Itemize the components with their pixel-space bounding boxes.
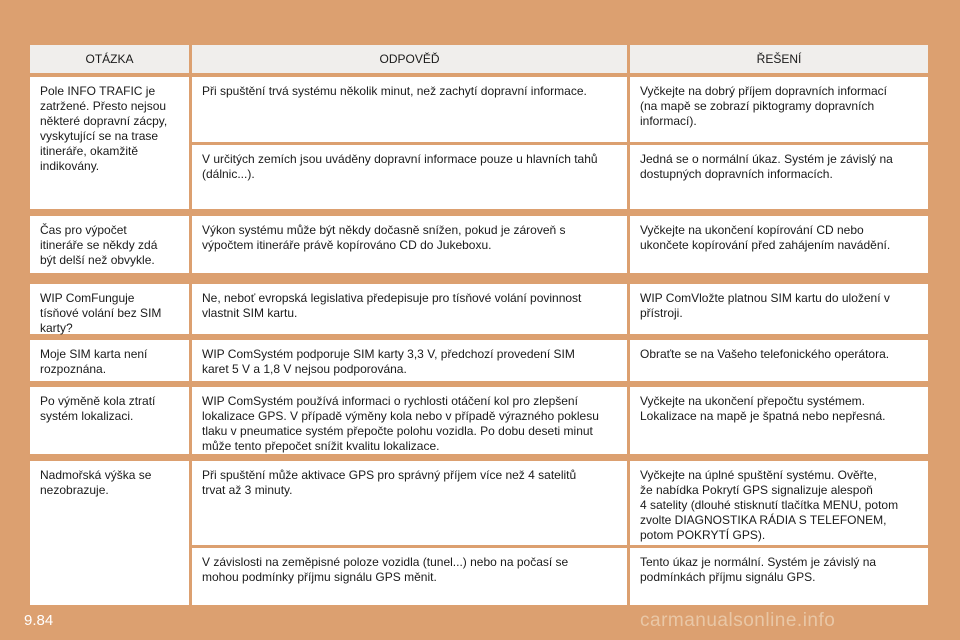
question-cell: Čas pro výpočet itineráře se někdy zdá být delší než obvykle. bbox=[30, 216, 189, 273]
question-cell: Nadmořská výška se nezobrazuje. bbox=[30, 461, 189, 605]
solution-cell: Vyčkejte na ukončení kopírování CD nebo ukončete kopírování před zahájením navádění. bbox=[630, 216, 928, 273]
answer-cell: Ne, neboť evropská legislativa předepisuje pro tísňové volání povinnost vlastnit SIM kartu. bbox=[192, 284, 627, 334]
page-number: 9.84 bbox=[24, 612, 54, 629]
solution-cell: Vyčkejte na ukončení přepočtu systémem. Lokalizace na mapě je špatná nebo nepřesná. bbox=[630, 387, 928, 454]
header-answer: ODPOVĚĎ bbox=[192, 45, 627, 73]
solution-cell: Vyčkejte na dobrý příjem dopravních informací (na mapě se zobrazí piktogramy dopravních informací). bbox=[630, 77, 928, 142]
watermark: carmanualsonline.info bbox=[640, 610, 836, 631]
question-cell: WIP ComFunguje tísňové volání bez SIM karty? bbox=[30, 284, 189, 334]
question-cell: Moje SIM karta není rozpoznána. bbox=[30, 340, 189, 381]
answer-cell: Při spuštění může aktivace GPS pro správný příjem více než 4 satelitů trvat až 3 minuty. bbox=[192, 461, 627, 545]
solution-cell: Jedná se o normální úkaz. Systém je závislý na dostupných dopravních informacích. bbox=[630, 145, 928, 209]
answer-cell: V závislosti na zeměpisné poloze vozidla (tunel...) nebo na počasí se mohou podmínky příjmu signálu GPS měnit. bbox=[192, 548, 627, 605]
header-question: OTÁZKA bbox=[30, 45, 189, 73]
solution-cell: Obraťte se na Vašeho telefonického operátora. bbox=[630, 340, 928, 381]
answer-cell: WIP ComSystém podporuje SIM karty 3,3 V, předchozí provedení SIM karet 5 V a 1,8 V nejsou podporována. bbox=[192, 340, 627, 381]
answer-cell: WIP ComSystém používá informaci o rychlosti otáčení kol pro zlepšení lokalizace GPS. V případě výměny kola nebo v případě výrazného poklesu tlaku v pneumatice systém přepočte polohu vozidla. Po dobu deseti minut může tento přepočet snížit kvalitu lokalizace. bbox=[192, 387, 627, 454]
answer-cell: Při spuštění trvá systému několik minut, než zachytí dopravní informace. bbox=[192, 77, 627, 142]
header-solution: ŘEŠENÍ bbox=[630, 45, 928, 73]
answer-cell: Výkon systému může být někdy dočasně snížen, pokud je zároveň s výpočtem itineráře právě kopírováno CD do Jukeboxu. bbox=[192, 216, 627, 273]
solution-cell: Vyčkejte na úplné spuštění systému. Ověřte, že nabídka Pokrytí GPS signalizuje alespoň 4 satelity (dlouhé stisknutí tlačítka MENU, potom zvolte DIAGNOSTIKA RÁDIA S TELEFONEM, potom POKRYTÍ GPS). bbox=[630, 461, 928, 545]
solution-cell: WIP ComVložte platnou SIM kartu do uložení v přístroji. bbox=[630, 284, 928, 334]
question-cell: Pole INFO TRAFIC je zatržené. Přesto nejsou některé dopravní zácpy, vyskytující se na trase itineráře, okamžitě indikovány. bbox=[30, 77, 189, 209]
answer-cell: V určitých zemích jsou uváděny dopravní informace pouze u hlavních tahů (dálnic...). bbox=[192, 145, 627, 209]
question-cell: Po výměně kola ztratí systém lokalizaci. bbox=[30, 387, 189, 454]
solution-cell: Tento úkaz je normální. Systém je závislý na podmínkách příjmu signálu GPS. bbox=[630, 548, 928, 605]
